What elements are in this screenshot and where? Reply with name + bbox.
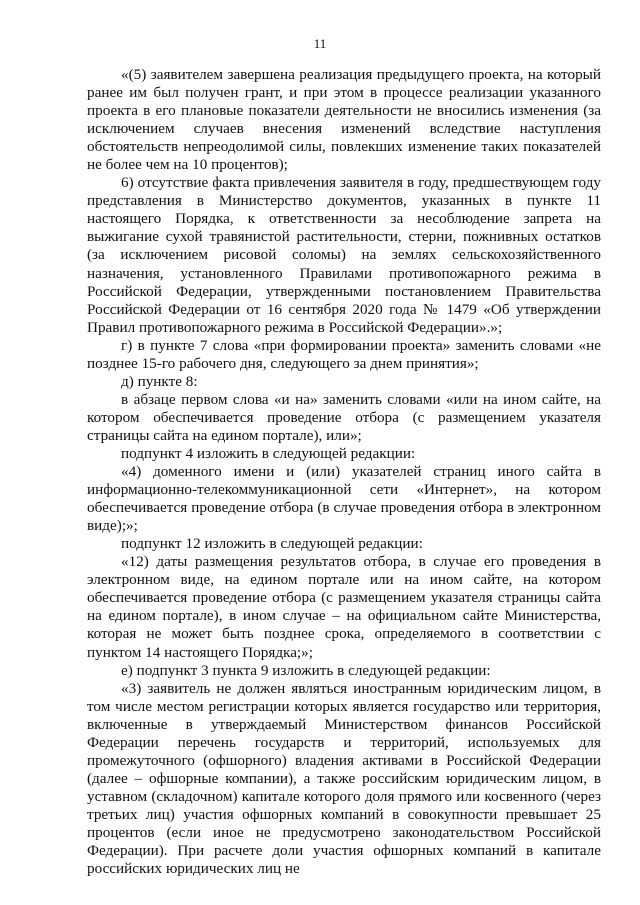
page-number: 11 bbox=[313, 36, 327, 51]
paragraph: подпункт 4 изложить в следующей редакции: bbox=[121, 444, 416, 462]
paragraph: е) подпункт 3 пункта 9 изложить в следующей редакции: bbox=[121, 661, 491, 679]
paragraph: д) пункте 8: bbox=[121, 372, 198, 390]
paragraph: «4) доменного имени и (или) указателей страниц иного сайта в информационно-телекоммуникационной сети «Интернет», на котором обеспечивается проведение отбора (в случае проведения отбора в электронном виде);»; bbox=[87, 463, 601, 535]
paragraph: «12) даты размещения результатов отбора, в случае его проведения в электронном виде, на едином портале или на ином сайте, на котором обеспечивается проведение отбора (с размещением указателя страницы сайта на едином портале), в ином случае – на официальном сайте Министерства, которая не может быть позднее срока, определяемого в соответствии с пунктом 14 настоящего Порядка;»; bbox=[87, 553, 601, 661]
document-body bbox=[87, 66, 601, 878]
paragraph: в абзаце первом слова «и на» заменить словами «или на ином сайте, на котором обеспечивается проведение отбора (с размещением указателя страницы сайта на едином портале), или»; bbox=[87, 390, 601, 444]
paragraph: 6) отсутствие факта привлечения заявителя в году, предшествующем году представления в Министерство документов, указанных в пункте 11 настоящего Порядка, к ответственности за несоблюдение запрета на выжигание сухой травянистой растительности, стерни, пожнивных остатков (за исключением рисовой соломы) на землях сельскохозяйственного назначения, установленного Правилами противопожарного режима в Российской Федерации, утвержденными постановлением Правительства Российской Федерации от 16 сентября 2020 года № 1479 «Об утверждении Правил противопожарного режима в Российской Федерации».»; bbox=[87, 174, 601, 336]
paragraph: «3) заявитель не должен являться иностранным юридическим лицом, в том числе местом регистрации которых является государство или территория, включенные в утверждаемый Министерством финансов Российской Федерации перечень государств и территорий, используемых для промежуточного (офшорного) владения активами в Российской Федерации (далее – офшорные компании), а также российским юридическим лицом, в уставном (складочном) капитале которого доля прямого или косвенного (через третьих лиц) участия офшорных компаний в совокупности превышает 25 процентов (если иное не предусмотрено законодательством Российской Федерации). При расчете доли участия офшорных компаний в капитале российских юридических лиц не bbox=[87, 679, 601, 878]
paragraph: г) в пункте 7 слова «при формировании проекта» заменить словами «не позднее 15-го рабочего дня, следующего за днем принятия»; bbox=[87, 336, 601, 372]
paragraph: «(5) заявителем завершена реализация предыдущего проекта, на который ранее им был получен грант, и при этом в процессе реализации указанного проекта в его плановые показатели деятельности не вносились изменения (за исключением случаев внесения изменений вследствие наступления обстоятельств непреодолимой силы, повлекших изменение таких показателей не более чем на 10 процентов); bbox=[87, 66, 601, 174]
paragraph: подпункт 12 изложить в следующей редакции: bbox=[121, 535, 423, 553]
